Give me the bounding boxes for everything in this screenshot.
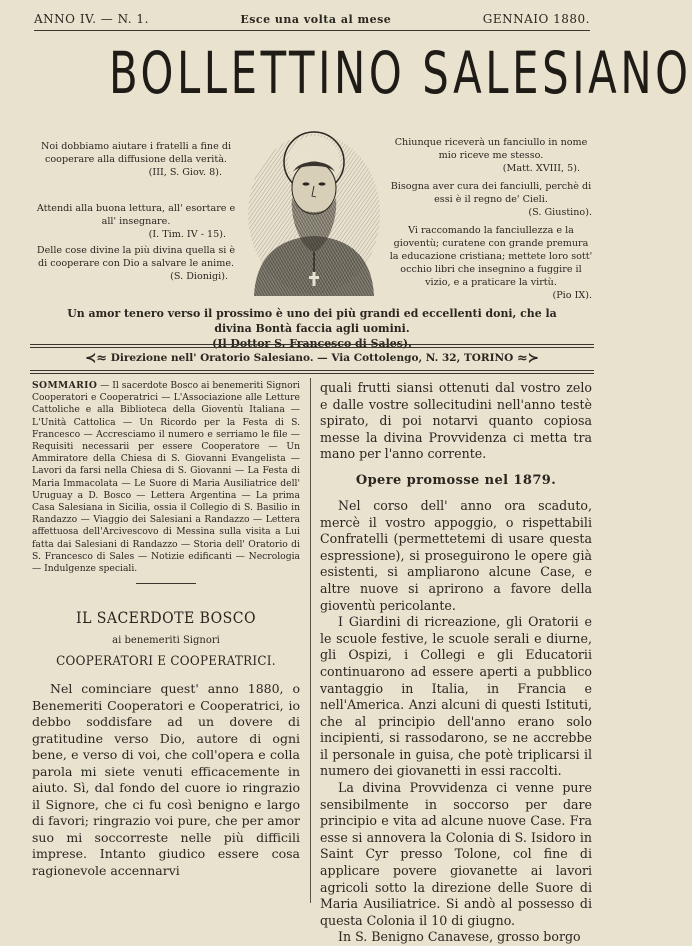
address-line — [34, 351, 590, 366]
quote-source: (Pio IX). — [552, 290, 592, 301]
quote-text: Bisogna aver cura dei fanciulli, perchè di essi è il regno de' Cieli. — [390, 181, 592, 205]
article-subtitle-2: COOPERATORI E COOPERATRICI. — [56, 654, 276, 670]
quote-source: (S. Dionigi). — [170, 271, 228, 282]
address-text: Direzione nell' Oratorio Salesiano. — Via Cottolengo, N. 32, TORINO — [110, 352, 514, 364]
separator — [136, 583, 196, 584]
quote-text: Chiunque riceverà un fanciullo in nome mio riceve me stesso. — [394, 137, 588, 161]
quote-text: Vi raccomando la fanciullezza e la gioventù; curatene con grande premura la educazione cristiana; mettete loro sott' occhio libri che insegnino a fuggire il vizio, e a praticare la virtù. — [389, 225, 593, 288]
summary-label: SOMMARIO — [32, 380, 98, 391]
ornament-right-icon: ≈≻ — [516, 351, 539, 366]
article-paragraph: La divina Provvidenza ci venne pure sensibilmente in soccorso per dare principio e vita ad alcune nuove Case. Fra esse si annovera la Colonia di S. Isidoro in Saint Cyr presso Tolone, col fine di applicare povere giovanette ai lavori agricoli sotto la direzione delle Suore di Maria Ausiliatrice. Si andò al possesso di questa Colonia il 10 di giugno. — [320, 780, 592, 928]
rule — [30, 344, 594, 345]
article-continuation: quali frutti siansi ottenuti dal vostro zelo e dalle vostre sollecitudini nell'anno testè spirato, di poi notarvi quanto copiosa messe la divina Provvidenza ci metta tra mano per l'anno corrente. — [320, 380, 592, 462]
quote-text: Delle cose divine la più divina quella si è di cooperare con Dio a salvare le anime. — [36, 245, 236, 269]
quote-source: (S. Giustino). — [528, 207, 592, 218]
quote-left-1 — [32, 140, 240, 179]
masthead-title: BOLLETTINO SALESIANO — [108, 39, 692, 107]
issue-line — [34, 12, 590, 26]
quote-source: (III, S. Giov. 8). — [148, 167, 222, 178]
ornament-left-icon: ≺≈ — [85, 351, 108, 366]
quote-source: (Matt. XVIII, 5). — [502, 163, 580, 174]
issue-date: GENNAIO 1880. — [482, 12, 590, 26]
article-paragraph: Nel corso dell' anno ora scaduto, mercè il vostro appoggio, o rispettabili Confratelli (permettetemi di usare questa espressione), si proseguirono le opere già esistenti, si ampliarono alcune Case, e altre nuove si aprirono a favore della gioventù pericolante. — [320, 497, 592, 613]
motto-text: Un amor tenero verso il prossimo è uno dei più grandi ed eccellenti doni, che la divina Bontà faccia agli uomini. — [67, 306, 557, 335]
quote-text: Noi dobbiamo aiutare i fratelli a fine di cooperare alla diffusione della verità. — [40, 141, 232, 165]
right-column — [320, 380, 592, 946]
article-paragraph: In S. Benigno Canavese, grosso borgo — [338, 929, 581, 945]
article-paragraph: I Giardini di ricreazione, gli Oratorii e le scuole festive, le scuole serali e diurne, gli Ospizi, i Collegi e gli Educatorii continuarono ad essere aperti a pubblico vantaggio in Italia, in Francia e nell'America. Anzi alcuni di questi Istituti, che al principio dell'anno erano solo incipienti, si rassodarono, se ne accrebbe il personale in guisa, che potè triplicarsi il numero dei giovanetti in essi raccolti. — [320, 614, 592, 779]
summary — [32, 380, 300, 575]
article-title: IL SACERDOTE BOSCO — [76, 608, 256, 628]
column-divider — [310, 378, 311, 903]
rule — [30, 370, 594, 371]
motto-attribution: (Il Dottor S. Francesco di Sales). — [212, 336, 412, 350]
issue-number: ANNO IV. — N. 1. — [34, 12, 149, 26]
quote-right-3 — [388, 224, 594, 302]
quote-left-3 — [32, 244, 240, 283]
quote-source: (I. Tim. IV - 15). — [148, 229, 226, 240]
quote-text: Attendi alla buona lettura, all' esortare e all' insegnare. — [36, 203, 236, 227]
section-title: Opere promosse nel 1879. — [355, 472, 557, 488]
quote-right-2 — [388, 180, 594, 219]
article-paragraph: Nel cominciare quest' anno 1880, o Benemeriti Cooperatori e Cooperatrici, io debbo soddisfare ad un dovere di gratitudine verso Dio, autore di ogni bene, e verso di voi, che coll'opera e colla parola mi siete venuti efficacemente in aiuto. Sì, dal fondo del cuore io ringrazio il Signore, che ci fu così benigno e largo di favori; ringrazio voi pure, che per amor suo mi soccorreste nelle più difficili imprese. Intanto giudico essere cosa ragionevole accennarvi — [32, 681, 300, 878]
left-column — [32, 380, 300, 879]
rule — [30, 373, 594, 374]
portrait-engraving — [244, 126, 384, 296]
quote-left-2 — [32, 202, 240, 241]
article-subtitle: ai benemeriti Signori — [112, 635, 220, 647]
summary-text: — Il sacerdote Bosco ai benemeriti Signori Cooperatori e Cooperatrici — L'Associazione alle Letture Cattoliche e alla Biblioteca della Gioventù Italiana — L'Unità Cattolica — Un Ricordo per la Festa di S. Francesco — Accresciamo il numero e serriamo le file — Requisiti necessarii per essere Cooperatore — Un Ammiratore della Chiesa di S. Giovanni Evangelista — Lavori da farsi nella Chiesa di S. Giovanni — La Festa di Maria Immacolata — Le Suore di Maria Ausiliatrice dell' Uruguay a D. Bosco — Lettera Argentina — La prima Casa Salesiana in Sicilia, ossia il Collegio di S. Basilio in Randazzo — Viaggio dei Salesiani a Randazzo — Lettera affettuosa dell'Arcivescovo di Messina sulla visita a Lui fatta dai Salesiani di Randazzo — Storia dell' Oratorio di S. Francesco di Sales — Notizie edificanti — Necrologia — Indulgenze speciali. — [32, 380, 300, 575]
top-rule — [34, 30, 590, 31]
quote-right-1 — [388, 136, 594, 175]
rule — [30, 347, 594, 348]
publication-frequency: Esce una volta al mese — [240, 13, 392, 26]
